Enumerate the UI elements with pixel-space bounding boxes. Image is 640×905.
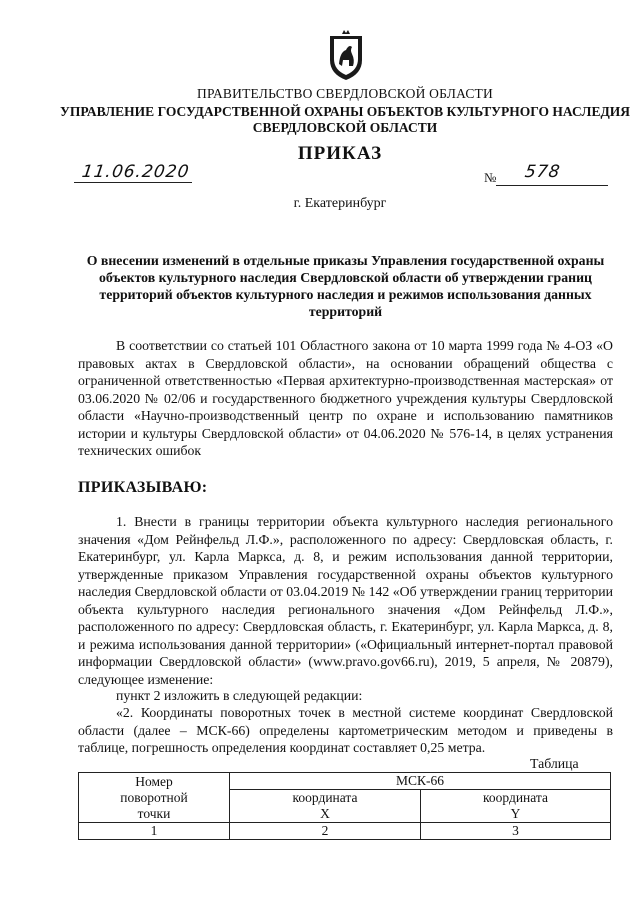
header-text: Y [510, 806, 521, 821]
coord-y-header [421, 790, 611, 823]
coord-x-header [230, 790, 421, 823]
date-underline [74, 181, 192, 183]
table-header-row [79, 773, 611, 790]
number-label: № [484, 170, 497, 185]
department-line-2: СВЕРДЛОВСКОЙ ОБЛАСТИ [252, 120, 438, 135]
order-number: 578 [523, 162, 562, 182]
government-name: ПРАВИТЕЛЬСТВО СВЕРДЛОВСКОЙ ОБЛАСТИ [197, 86, 493, 101]
coat-of-arms-icon [327, 30, 365, 82]
header-text: координата [483, 790, 548, 805]
table-cell: 1 [79, 823, 230, 840]
department-name [50, 104, 640, 136]
coordinate-system-header: МСК-66 [230, 773, 611, 790]
document-type: ПРИКАЗ [297, 143, 383, 164]
order-subject: О внесении изменений в отдельные приказы Управления государственной охраны объектов культурного наследия Свердловской области об утверждении границ территорий объектов культурного наследия и режимов использования данных территорий [86, 253, 605, 319]
preamble-paragraph: В соответствии со статьей 101 Областного закона от 10 марта 1999 года № 4-ОЗ «О правовых актах в Свердловской области», на основании обращений общества с ограниченной ответственностью «Первая архитектурно-производственная мастерская» от 03.06.2020 № 02/06 и государственного бюджетного учреждения культуры Свердловской области «Научно-производственный центр по охране и использованию памятников истории и культуры Свердловской области» от 04.06.2020 № 576-14, в целях устранения технических ошибок [78, 338, 613, 458]
point-number-header [79, 773, 230, 823]
city: г. Екатеринбург [293, 196, 387, 211]
item-1-paragraph: 1. Внести в границы территории объекта культурного наследия регионального значения «Дом Рейнфельд Л.Ф.», расположенного по адресу: Свердловская область, г. Екатеринбург, ул. Карла Маркса, д. 8, и режим использования данной территории, утвержденные приказом Управления государственной охраны объектов культурного наследия Свердловской области от 03.04.2019 № 142 «Об утверждении границ территории объекта культурного наследия регионального значения «Дом Рейнфельд Л.Ф.», расположенного по адресу: Свердловская область, г. Екатеринбург, ул. Карла Маркса, д. 8, и режима использования данной территории» («Официальный интернет-портал правовой информации Свердловской области» (www.pravo.gov66.ru), 2019, 5 апреля, № 20879), следующее изменение: [78, 514, 613, 687]
department-line-1: УПРАВЛЕНИЕ ГОСУДАРСТВЕННОЙ ОХРАНЫ ОБЪЕКТОВ КУЛЬТУРНОГО НАСЛЕДИЯ [59, 104, 631, 119]
item-1-subparagraph: пункт 2 изложить в следующей редакции: [116, 688, 363, 703]
header-text: X [320, 806, 330, 821]
header-text: поворотной [120, 789, 188, 805]
order-date: 11.06.2020 [80, 162, 191, 182]
header-text: точки [137, 805, 171, 821]
order-word: ПРИКАЗЫВАЮ: [78, 479, 208, 496]
header-text: координата [292, 790, 358, 805]
table-cell: 3 [421, 823, 611, 840]
header-text: Номер [135, 773, 173, 789]
coordinates-table [78, 772, 611, 840]
table-label: Таблица [530, 756, 579, 771]
item-1-text: «2. Координаты поворотных точек в местной системе координат Свердловской области (далее – МСК-66) определены картометрическим методом и приведены в таблице, погрешность определения координат составляет 0,25 метра. [78, 705, 613, 755]
number-underline [496, 184, 608, 186]
table-row [79, 823, 611, 840]
table-cell: 2 [230, 823, 421, 840]
